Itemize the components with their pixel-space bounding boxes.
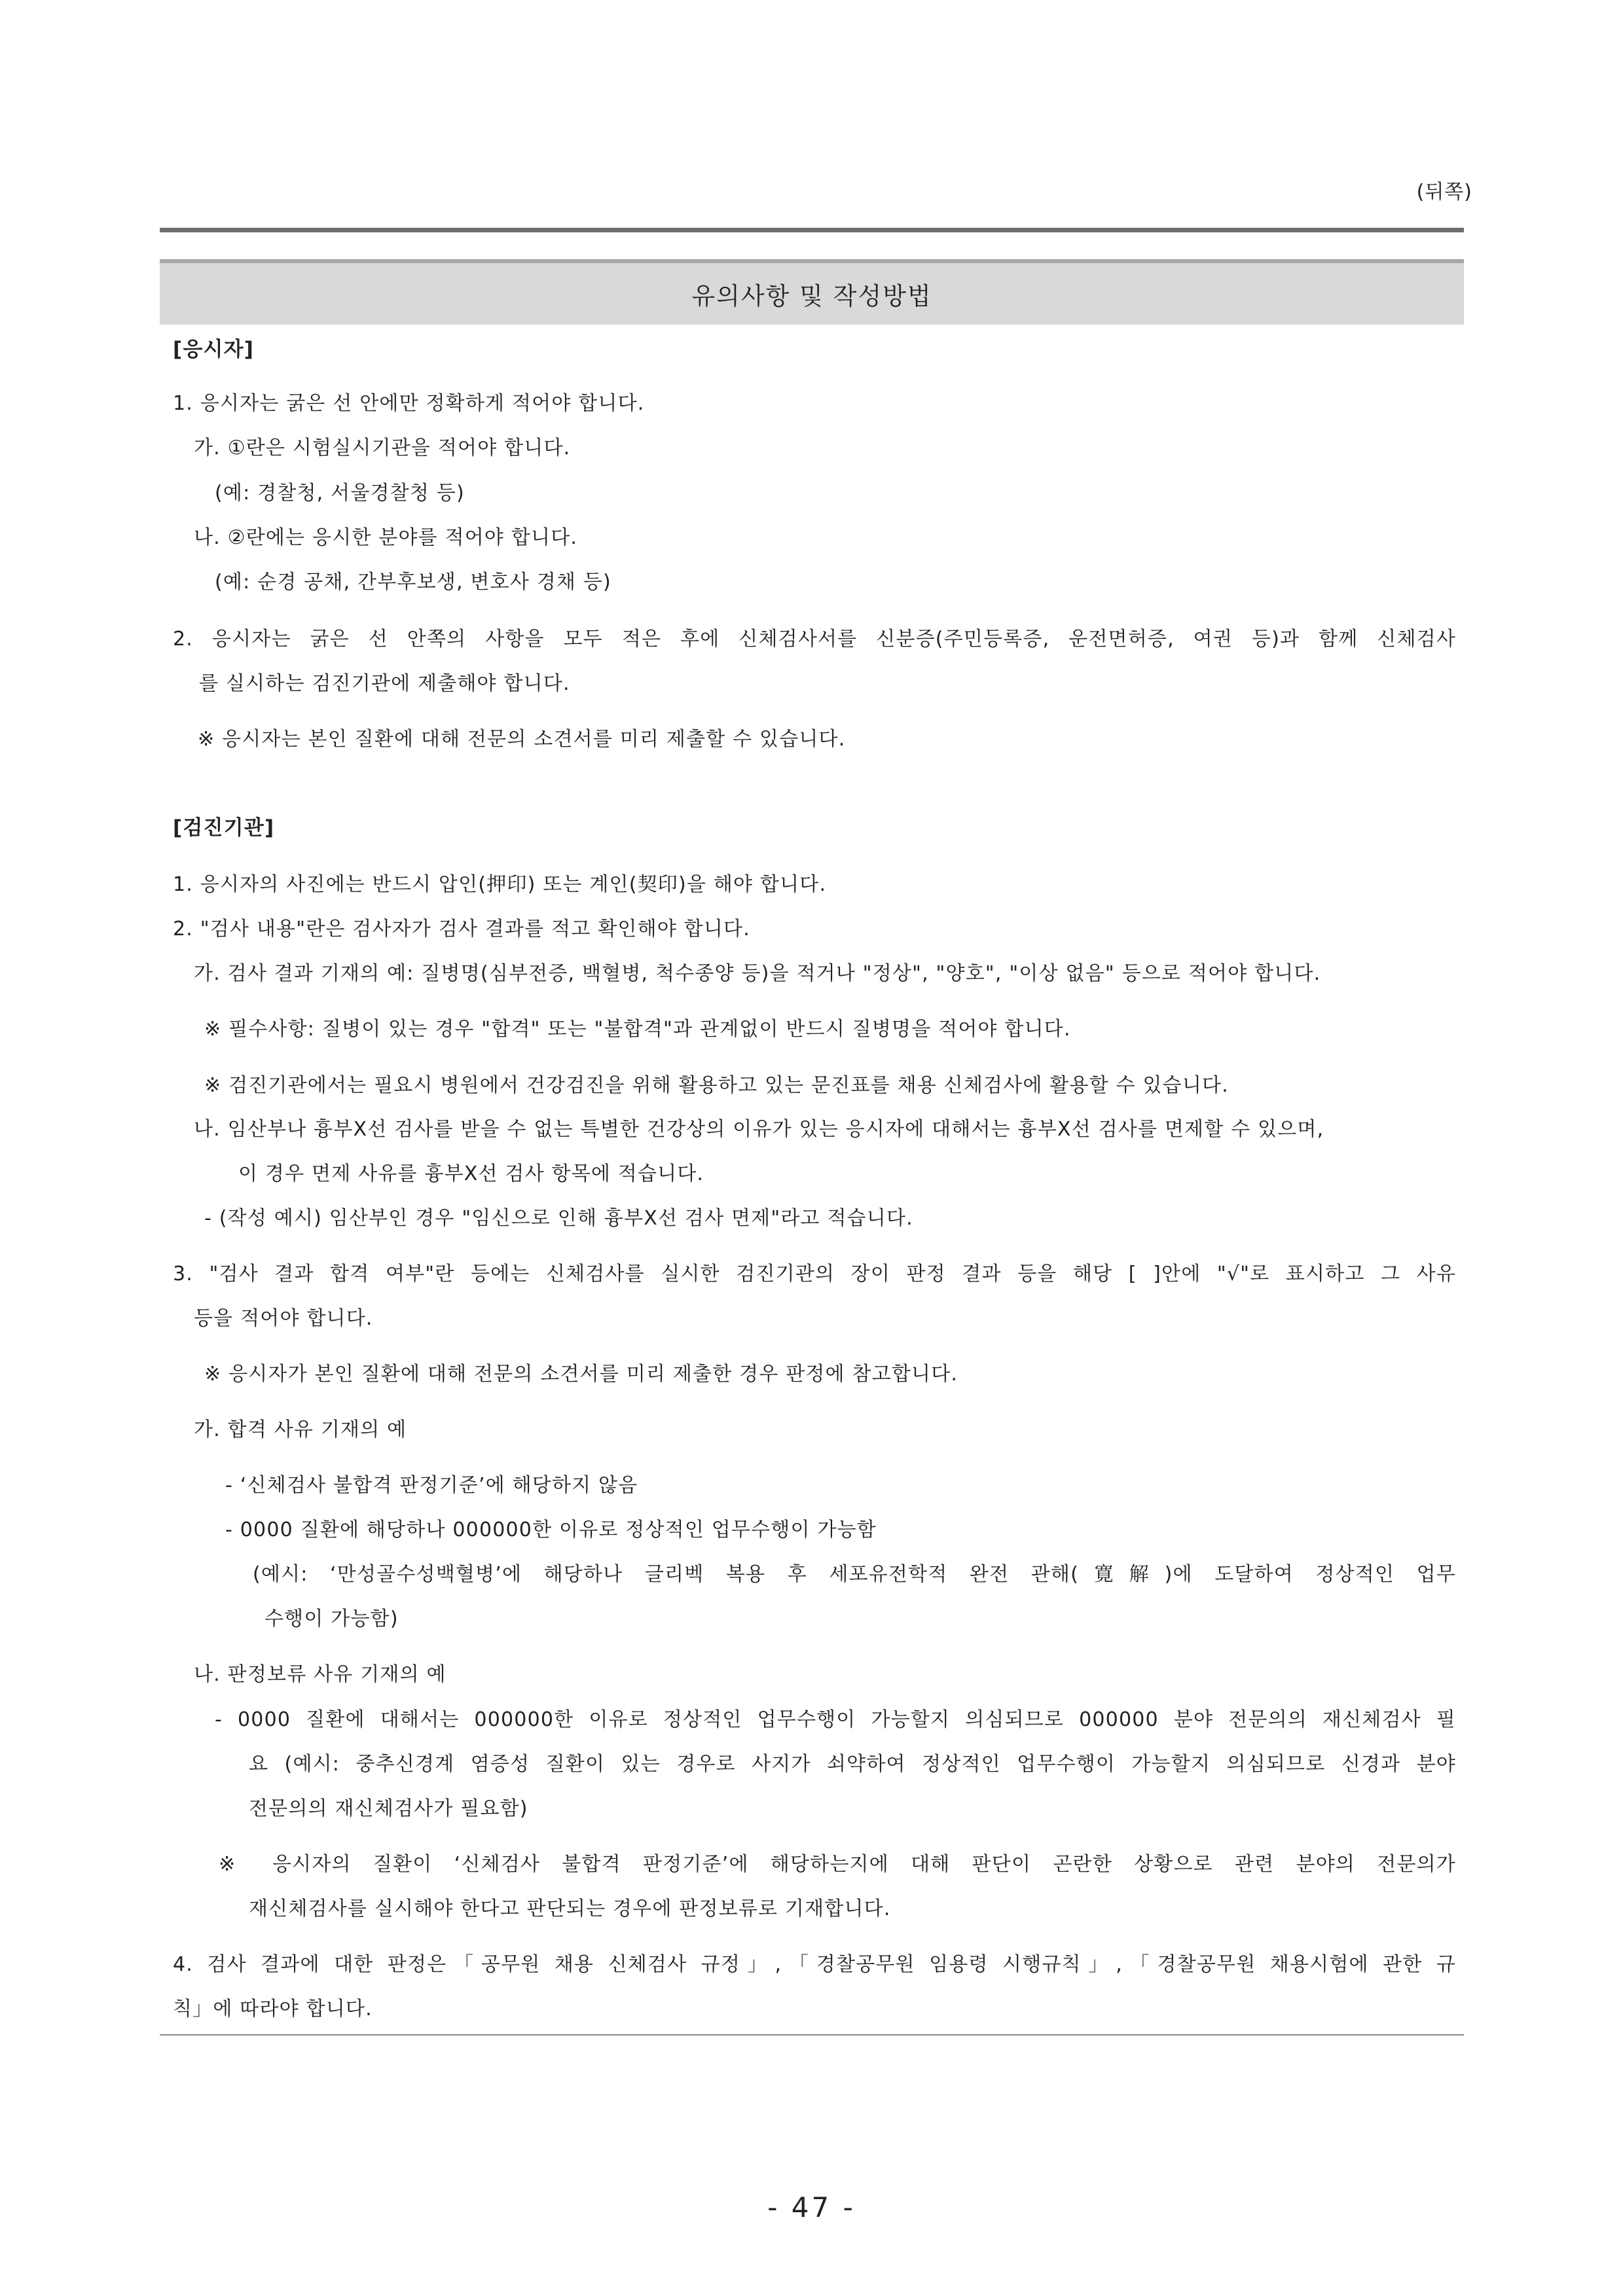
note-item: ※ 검진기관에서는 필요시 병원에서 건강검진을 위해 활용하고 있는 문진표를 채용 신체검사에 활용할 수 있습니다.	[204, 1074, 1229, 1097]
list-item: 등을 적어야 합니다.	[194, 1307, 373, 1330]
bottom-divider	[160, 2034, 1464, 2036]
note-item: ※ 응시자는 본인 질환에 대해 전문의 소견서를 미리 제출할 수 있습니다.	[198, 728, 846, 751]
list-item: 가. 검사 결과 기재의 예: 질병명(심부전증, 백혈병, 척수종양 등)을 적거나 "정상", "양호", "이상 없음" 등으로 적어야 합니다.	[194, 962, 1321, 985]
section-title-text: 유의사항 및 작성방법	[691, 282, 932, 310]
list-item: 3. "검사 결과 합격 여부"란 등에는 신체검사를 실시한 검진기관의 장이 판정 결과 등을 해당 [ ]안에 "√"로 표시하고 그 사유	[173, 1263, 1456, 1285]
list-item: - 0000 질환에 대해서는 000000한 이유로 정상적인 업무수행이 가능할지 의심되므로 000000 분야 전문의의 재신체검사 필	[215, 1708, 1456, 1731]
note-item: ※ 응시자의 질환이 ‘신체검사 불합격 판정기준’에 해당하는지에 대해 판단이 곤란한 상황으로 관련 분야의 전문의가	[219, 1853, 1456, 1876]
list-item: 이 경우 면제 사유를 흉부X선 검사 항목에 적습니다.	[238, 1162, 704, 1185]
list-item: 수행이 가능함)	[264, 1607, 399, 1630]
list-item: (예: 경찰청, 서울경찰청 등)	[215, 482, 465, 505]
list-item: 1. 응시자의 사진에는 반드시 압인(押印) 또는 계인(契印)을 해야 합니다.	[173, 873, 827, 896]
list-item: 전문의의 재신체검사가 필요함)	[249, 1797, 528, 1820]
list-item: 가. 합격 사유 기재의 예	[194, 1418, 407, 1441]
list-item: 나. ②란에는 응시한 분야를 적어야 합니다.	[194, 526, 578, 549]
note-item: ※ 응시자가 본인 질환에 대해 전문의 소견서를 미리 제출한 경우 판정에 참고합니다.	[204, 1363, 958, 1386]
list-item: (예시: ‘만성골수성백혈병’에 해당하나 글리벡 복용 후 세포유전학적 완전 관해(寛解)에 도달하여 정상적인 업무	[253, 1563, 1456, 1586]
list-item: 가. ①란은 시험실시기관을 적어야 합니다.	[194, 437, 571, 459]
list-item: 요 (예시: 중추신경계 염증성 질환이 있는 경우로 사지가 쇠약하여 정상적인 업무수행이 가능할지 의심되므로 신경과 분야	[249, 1753, 1456, 1776]
section-title	[160, 259, 1464, 325]
institution-heading: [검진기관]	[173, 816, 275, 840]
list-item: - 0000 질환에 해당하나 000000한 이유로 정상적인 업무수행이 가능함	[225, 1518, 877, 1541]
list-item: 나. 판정보류 사유 기재의 예	[194, 1663, 447, 1686]
list-item: 2. 응시자는 굵은 선 안쪽의 사항을 모두 적은 후에 신체검사서를 신분증(주민등록증, 운전면허증, 여권 등)과 함께 신체검사	[173, 628, 1456, 651]
list-item: 2. "검사 내용"란은 검사자가 검사 결과를 적고 확인해야 합니다.	[173, 918, 750, 941]
list-item: (예: 순경 공채, 간부후보생, 변호사 경채 등)	[215, 571, 611, 594]
applicant-heading: [응시자]	[173, 338, 255, 361]
list-item: 나. 임산부나 흉부X선 검사를 받을 수 없는 특별한 건강상의 이유가 있는 응시자에 대해서는 흉부X선 검사를 면제할 수 있으며,	[194, 1118, 1324, 1141]
list-item: - (작성 예시) 임산부인 경우 "임신으로 인해 흉부X선 검사 면제"라고 적습니다.	[204, 1207, 913, 1230]
page-number: - 47 -	[767, 2191, 856, 2223]
back-side-label: (뒤쪽)	[1416, 181, 1472, 204]
list-item: 를 실시하는 검진기관에 제출해야 합니다.	[199, 672, 570, 695]
list-item: 칙」에 따라야 합니다.	[173, 1998, 373, 2020]
note-item: ※ 필수사항: 질병이 있는 경우 "합격" 또는 "불합격"과 관계없이 반드시 질병명을 적어야 합니다.	[204, 1018, 1071, 1041]
list-item: 4. 검사 결과에 대한 판정은「공무원 채용 신체검사 규정」,「경찰공무원 임용령 시행규칙」,「경찰공무원 채용시험에 관한 규	[173, 1953, 1456, 1976]
list-item: 1. 응시자는 굵은 선 안에만 정확하게 적어야 합니다.	[173, 392, 645, 415]
top-divider	[160, 228, 1464, 232]
note-item: 재신체검사를 실시해야 한다고 판단되는 경우에 판정보류로 기재합니다.	[249, 1897, 891, 1920]
list-item: - ‘신체검사 불합격 판정기준’에 해당하지 않음	[225, 1474, 638, 1497]
